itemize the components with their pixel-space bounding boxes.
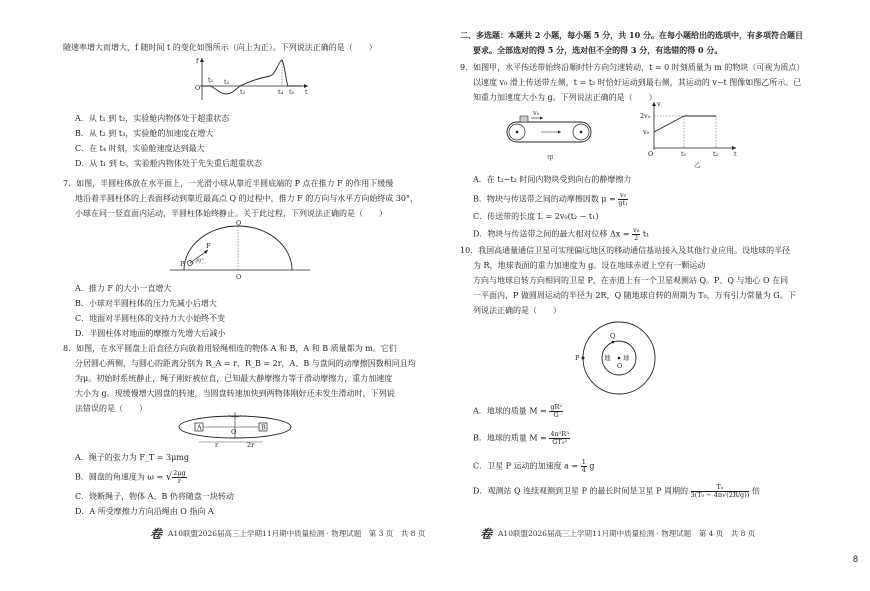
figure-a-caption: 甲	[547, 154, 554, 162]
q10-b-numerator: 4π²R³	[550, 430, 569, 438]
center-label: O	[236, 273, 242, 281]
q9-option-d-suffix: t₁	[642, 229, 650, 239]
q10-b-denominator: GT₀²	[552, 438, 568, 446]
q9-option-b-prefix: B．物块与传送带之间的动摩擦因数 μ =	[473, 194, 616, 204]
disk-center-label: O	[231, 428, 237, 436]
q10-a-denominator: G	[553, 411, 559, 419]
q9-b-numerator: v₀	[619, 191, 627, 199]
q9-option-d-prefix: D．物块与传送带之间的最大相对位移 Δx =	[473, 229, 630, 239]
q7-option-a: A．推力 F 的大小一直增大	[75, 284, 172, 293]
section-header-line-2: 要求。全部选对的得 5 分，选对但不全的得 3 分，有选错的得 0 分。	[473, 45, 723, 55]
q9-conveyor-figure	[505, 110, 595, 165]
satellite-p-label: P	[575, 354, 580, 362]
q10-option-b	[473, 431, 570, 446]
2r-label: 2r	[247, 441, 255, 449]
q10-option-c	[473, 459, 595, 474]
q9-vt-graph	[640, 100, 740, 170]
q9-d-denominator: 2	[634, 234, 639, 242]
station-q-label: Q	[610, 332, 616, 340]
v0-label: v₀	[533, 109, 540, 117]
v-axis-label: v	[657, 100, 661, 108]
q10-option-c-prefix: C．卫星 P 运动的加速度 a =	[473, 461, 579, 471]
q10-orbit-figure	[573, 318, 663, 398]
q7-semicircle-figure	[170, 219, 310, 282]
q10-line-3: 方向与地球自转方向相同的卫星 P，在赤道上有一个卫星观测站 Q。P、Q 与地心 O 在同	[473, 276, 789, 285]
q10-option-a-prefix: A．地球的质量 M =	[473, 406, 547, 416]
q9-line-3: 知重力加速度大小为 g。下列说法正确的是（ ）	[473, 93, 657, 102]
q10-d-numerator: T₀	[691, 484, 750, 492]
q7-option-c: C．地面对半圆柱体的支持力大小始终不变	[75, 314, 226, 323]
intro-option-c: C．在 t₄ 时刻，实验舱速度达到最大	[75, 144, 205, 153]
q9-option-d	[473, 227, 649, 242]
q8-line-3: 为μ。初始时系统静止，绳子刚好被拉直，已知最大静摩擦力等于滑动摩擦力，重力加速度	[75, 374, 393, 383]
figure-b-caption: 乙	[694, 161, 701, 169]
q10-c-numerator: 1	[581, 458, 586, 466]
q7-line-1: 7．如图，半圆柱体放在水平面上，一光滑小球从靠近半圆底端的 P 点在推力 F 的作用下缓慢	[63, 179, 394, 188]
q8-line-2: 分居圆心两侧，与圆心的距离分别为 R_A = r，R_B = 2r，A、B 与盘间的动摩擦因数相同且均	[75, 359, 416, 368]
q10-line-5: 列说法正确的是（ ）	[473, 306, 561, 315]
q8-option-a: A．绳子的张力为 F_T = 3μmg	[75, 453, 189, 462]
t1-tick: t₁	[681, 150, 687, 158]
intro-text: 随速率增大而增大，f 随时间 t 的变化如图所示（向上为正）。下列说法正确的是（ ）	[63, 43, 377, 52]
q10-a-numerator: gR²	[550, 403, 562, 411]
t4-label: t₄	[278, 88, 284, 96]
t1-label: t₁	[208, 76, 214, 84]
q10-line-4: 一平面内，P 做圆周运动的半径为 2R，Q 随地球自转的周期为 T₀，万有引力常量为 G。下	[473, 291, 796, 300]
right-page	[435, 0, 870, 591]
angle-label: 30°	[195, 258, 204, 264]
footer-logo: 卷	[150, 527, 163, 541]
origin-label: O	[195, 84, 201, 92]
q9-line-2: 以速度 v₀ 滑上传送带左侧，t = t₂ 时恰好运动到最右侧，其运动的 v−t 图像如图乙所示。已	[473, 78, 802, 87]
q9-option-c: C．传送带的长度 L = 2v₀(t₂ − t₁)	[473, 212, 599, 221]
q10-line-2: 为 R，地球表面的重力加速度为 g。设在地球赤道上空有一颗运动	[473, 261, 706, 270]
earth-label-1: 地	[604, 354, 611, 362]
r-label: r	[215, 441, 219, 449]
t5-label: t₅	[289, 88, 295, 96]
q9-d-numerator: v₀	[633, 226, 640, 234]
q8-line-5: 法错误的是（ ）	[75, 404, 147, 413]
q8-option-c: C．烧断绳子，物体 A、B 仍将随盘一块转动	[75, 492, 234, 501]
t2-label: t₂	[224, 78, 230, 86]
earth-label-2: 球	[623, 354, 630, 362]
q8-option-d: D．A 所受摩擦力方向沿绳由 O 指向 A	[75, 507, 214, 516]
q10-option-a	[473, 404, 563, 419]
section-header-line-1: 二、多选题：本题共 2 小题，每小题 5 分，共 10 分。在每小题给出的选项中，有多项符合题目	[460, 30, 803, 40]
intro-option-b: B．从 t₂ 到 t₃，实验舱的加速度在增大	[75, 129, 214, 138]
q9-line-1: 9．如图甲，水平传送带始终沿顺时针方向匀速转动，t = 0 时刻质量为 m 的物块（可视为质点）	[460, 63, 805, 72]
q10-option-d-suffix: 倍	[751, 486, 760, 496]
q8-b-denominator: r	[177, 477, 181, 485]
block-b-label: B	[261, 423, 266, 432]
q9-option-a: A．在 t₁~t₂ 时间内物块受到向右的静摩擦力	[473, 175, 632, 184]
q10-option-d-prefix: D．观测站 Q 连续观测到卫星 P 的最长时间是卫星 P 周期的	[473, 486, 688, 496]
earth-center-label: O	[617, 362, 623, 370]
v0-tick: v₀	[643, 128, 650, 136]
footer-text: A10联盟2026届高三上学期11月期中质量检测 · 物理试题 第 3 页 共 8 页	[168, 529, 426, 538]
q8-disk-figure	[175, 412, 295, 448]
footer-logo-right: 卷	[480, 527, 493, 541]
q9-b-denominator: gt₁	[618, 199, 628, 207]
t3-label: t₃	[240, 88, 246, 96]
2v0-tick: 2v₀	[640, 112, 651, 120]
q7-line-2: 地沿着半圆柱体的上表面移动到靠近最高点 Q 的过程中，推力 F 的方向与水平方向始终成 30°，	[75, 194, 418, 203]
q10-line-1: 10．我国高通量通信卫星可实现偏远地区的移动通信基站接入及其他行业应用。设地球的半径	[460, 246, 791, 255]
vt-origin: O	[648, 150, 654, 158]
q7-line-3: 小球在同一竖直面内运动，半圆柱体始终静止。关于此过程，下列说法正确的是（ ）	[75, 209, 387, 218]
q10-option-c-suffix: g	[589, 461, 595, 471]
block-a-label: A	[197, 423, 202, 432]
q9-option-b	[473, 192, 628, 207]
p-label: P	[180, 260, 185, 268]
q7-option-d: D．半圆柱体对地面的摩擦力先增大后减小	[75, 329, 226, 338]
q10-option-b-prefix: B．地球的质量 M =	[473, 433, 547, 443]
q8-line-4: 大小为 g。现缓慢增大圆盘的转速，当圆盘转速加快到两物体刚好还未发生滑动时，下列说	[75, 389, 395, 398]
q10-option-d	[473, 484, 760, 499]
q7-option-b: B．小球对半圆柱体的压力先减小后增大	[75, 299, 217, 308]
f-t-graph	[190, 56, 310, 102]
page-number: 8	[852, 554, 858, 564]
q8-b-numerator: 2μg	[173, 469, 186, 477]
vt-t-axis: t	[734, 150, 737, 158]
f-axis-label: f	[196, 57, 199, 65]
q10-d-denominator: 3(T₀ − 4π√(2R/g))	[690, 491, 750, 499]
t2-tick: t₂	[713, 150, 719, 158]
intro-option-a: A．从 t₁ 到 t₂，实验舱内物体处于超重状态	[75, 114, 230, 123]
q10-c-denominator: 4	[581, 466, 586, 474]
force-label: F	[206, 242, 211, 250]
footer-text-right: A10联盟2026届高三上学期11月期中质量检测 · 物理试题 第 4 页 共 8 页	[498, 529, 756, 538]
q8-option-b-prefix: B．圆盘的角速度为 ω =	[75, 472, 164, 482]
q8-line-1: 8．如图，在水平圆盘上沿直径方向放着用轻绳相连的物体 A 和 B，A 和 B 质量都为 m。它们	[63, 344, 397, 353]
intro-option-d: D．从 t₁ 到 t₅，实验舱内物体处于先失重后超重状态	[75, 159, 262, 168]
q8-option-b: B．圆盘的角速度为 ω = √ $\frac{2\mu g}{r}$	[75, 469, 186, 485]
t-axis-label: t	[305, 88, 308, 96]
q-label: Q	[236, 219, 242, 227]
